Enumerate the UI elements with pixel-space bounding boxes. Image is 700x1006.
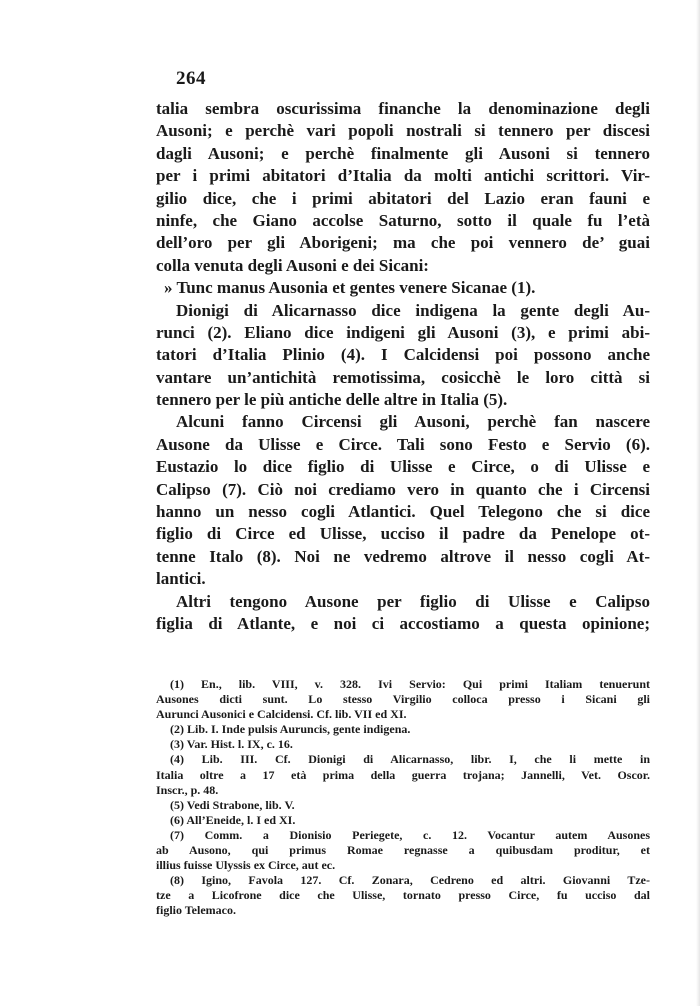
footnote-line: illius fuisse Ulyssis ex Circe, aut ec. bbox=[156, 858, 336, 873]
body-line: talia sembra oscurissima finanche la denominazione degli bbox=[156, 99, 650, 118]
body-text bbox=[156, 98, 650, 635]
footnote-line: Aurunci Ausonici e Calcidensi. Cf. lib. VII ed XI. bbox=[156, 707, 407, 722]
body-line: tatori d’Italia Plinio (4). I Calcidensi poi possono anche bbox=[156, 345, 650, 365]
body-line: tennero per le più antiche delle altre in Italia (5). bbox=[156, 390, 508, 410]
body-line: vantare un’antichità remotissima, cosicchè le loro città si bbox=[156, 367, 650, 387]
body-line: Ausone da Ulisse e Circe. Tali sono Festo e Servio (6). bbox=[156, 434, 650, 454]
body-line: hanno un nesso cogli Atlantici. Quel Telegono che si dice bbox=[156, 502, 650, 522]
body-line: Altri tengono Ausone per figlio di Ulisse e Calipso bbox=[176, 591, 650, 611]
footnote-line: (1) En., lib. VIII, v. 328. Ivi Servio: Qui primi Italiam tenuerunt bbox=[170, 677, 650, 691]
footnote-line: Italia oltre a 17 età prima della guerra trojana; Jannelli, Vet. Oscor. bbox=[156, 767, 650, 782]
footnote-line: (8) Igino, Favola 127. Cf. Zonara, Cedreno ed altri. Giovanni Tze- bbox=[170, 873, 650, 888]
body-line: gilio dice, che i primi abitatori del Lazio eran fauni e bbox=[156, 188, 650, 208]
body-line: Calipso (7). Ciò noi crediamo vero in quanto che i Circensi bbox=[156, 479, 650, 499]
body-line: figlio di Circe ed Ulisse, ucciso il padre da Penelope ot- bbox=[156, 524, 650, 544]
footnote-line: (4) Lib. III. Cf. Dionigi di Alicarnasso, libr. I, che li mette in bbox=[170, 752, 650, 767]
body-line: Ausoni; e perchè vari popoli nostrali si tennero per discesi bbox=[156, 121, 650, 141]
body-line: figlia di Atlante, e noi ci accostiamo a questa opinione; bbox=[156, 613, 650, 633]
body-line: Alcuni fanno Circensi gli Ausoni, perchè fan nascere bbox=[176, 412, 650, 432]
body-line: lantici. bbox=[156, 569, 206, 589]
footnotes bbox=[156, 677, 650, 919]
body-line: per i primi abitatori d’Italia da molti antichi scrittori. Vir- bbox=[156, 166, 650, 186]
body-line: colla venuta degli Ausoni e dei Sicani: bbox=[156, 255, 429, 275]
body-line: tenne Italo (8). Noi ne vedremo altrove il nesso cogli At- bbox=[156, 546, 650, 566]
body-line: Dionigi di Alicarnasso dice indigena la gente degli Au- bbox=[176, 300, 650, 320]
footnote-line: figlio Telemaco. bbox=[156, 903, 236, 918]
page-edge-shadow bbox=[696, 0, 700, 1006]
body-line: dell’oro per gli Aborigeni; ma che poi vennero de’ guai bbox=[156, 233, 650, 253]
footnote-line: (5) Vedi Strabone, lib. V. bbox=[170, 797, 295, 812]
footnote-line: (3) Var. Hist. l. IX, c. 16. bbox=[170, 737, 293, 752]
footnote-line: (7) Comm. a Dionisio Periegete, c. 12. Vocantur autem Ausones bbox=[170, 827, 650, 842]
body-line: Eustazio lo dice figlio di Ulisse e Circe, o di Ulisse e bbox=[156, 457, 650, 477]
body-line: dagli Ausoni; e perchè finalmente gli Ausoni si tennero bbox=[156, 143, 650, 163]
footnote-line: tze a Licofrone dice che Ulisse, tornato presso Circe, fu ucciso dal bbox=[156, 888, 650, 903]
footnote-line: (6) All’Eneide, l. I ed XI. bbox=[170, 812, 296, 827]
quotation-line: » Tunc manus Ausonia et gentes venere Sicanae (1). bbox=[164, 278, 536, 298]
body-line: runci (2). Eliano dice indigeni gli Ausoni (3), e primi abi- bbox=[156, 322, 650, 342]
footnote-line: Inscr., p. 48. bbox=[156, 782, 219, 797]
footnote-line: Ausones dicti sunt. Lo stesso Virgilio colloca presso i Sicani gli bbox=[156, 692, 650, 707]
footnote-line: ab Ausono, qui primus Romae regnasse a quibusdam proditur, et bbox=[156, 843, 650, 858]
page-number: 264 bbox=[176, 68, 206, 89]
body-line: ninfe, che Giano accolse Saturno, sotto il quale fu l’età bbox=[156, 210, 650, 230]
footnote-line: (2) Lib. I. Inde pulsis Auruncis, gente indigena. bbox=[170, 722, 411, 737]
